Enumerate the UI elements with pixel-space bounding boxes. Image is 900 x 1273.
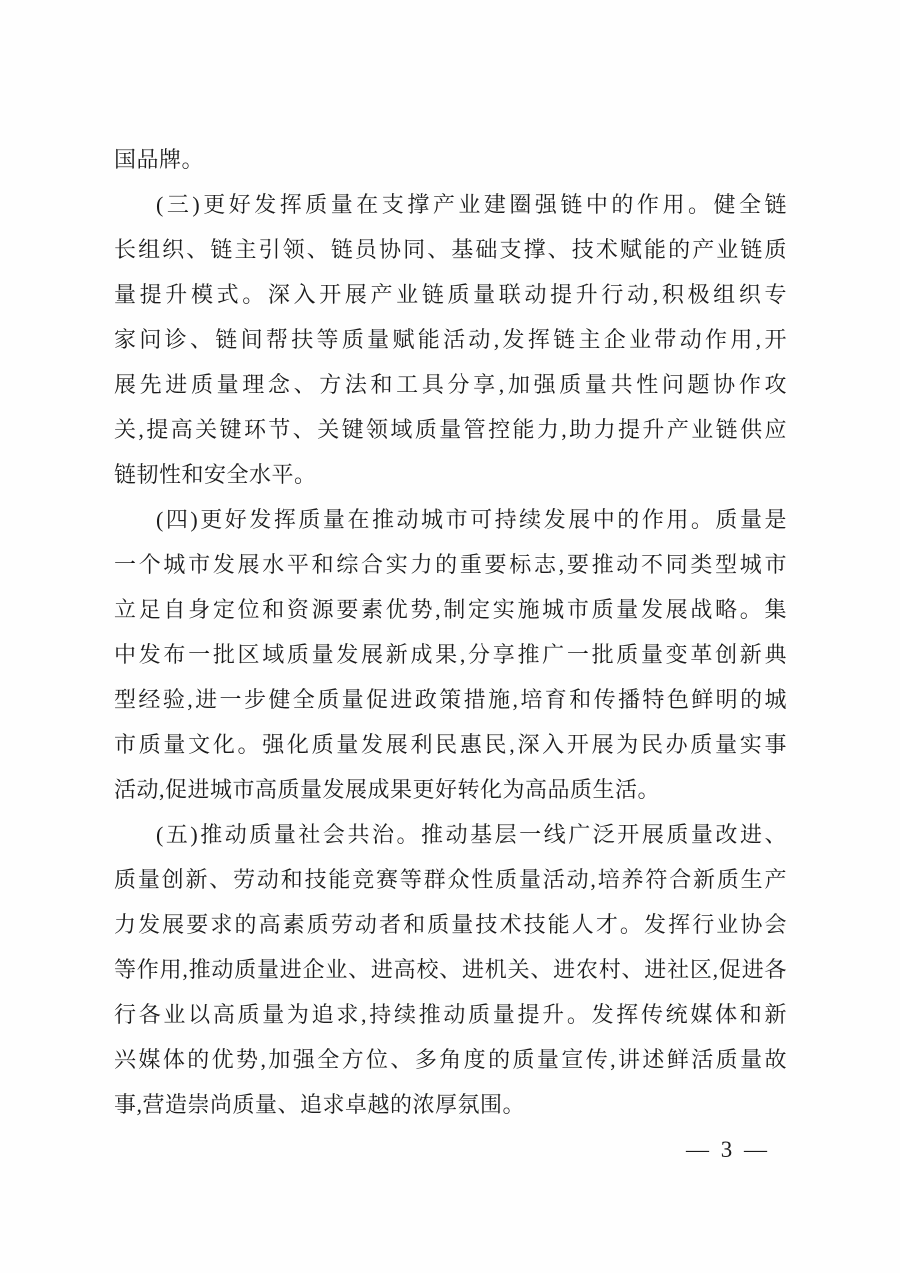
text-line: (五)推动质量社会共治。推动基层一线广泛开展质量改进、 [156, 822, 787, 847]
text-line: 质量创新、劳动和技能竞赛等群众性质量活动,培养符合新质生产 [114, 867, 787, 892]
text-line: 家问诊、链间帮扶等质量赋能活动,发挥链主企业带动作用,开 [114, 327, 787, 352]
text-line: 展先进质量理念、方法和工具分享,加强质量共性问题协作攻 [114, 372, 787, 397]
text-line: 关,提高关键环节、关键领域质量管控能力,助力提升产业链供应 [114, 417, 787, 442]
text-line: 型经验,进一步健全质量促进政策措施,培育和传播特色鲜明的城 [114, 687, 787, 712]
paragraph [114, 182, 787, 497]
text-line: 活动,促进城市高质量发展成果更好转化为高品质生活。 [114, 777, 661, 802]
text-line: 兴媒体的优势,加强全方位、多角度的质量宣传,讲述鲜活质量故 [114, 1047, 787, 1072]
text-line: 链韧性和安全水平。 [114, 462, 317, 487]
page-number: — 3 — [686, 1137, 770, 1162]
text-line: 立足自身定位和资源要素优势,制定实施城市质量发展战略。集 [114, 597, 787, 622]
text-line: 等作用,推动质量进企业、进高校、进机关、进农村、进社区,促进各 [114, 957, 787, 982]
text-line: (四)更好发挥质量在推动城市可持续发展中的作用。质量是 [156, 507, 787, 532]
text-line: (三)更好发挥质量在支撑产业建圈强链中的作用。健全链 [156, 192, 787, 217]
document-body [114, 137, 787, 1127]
text-line: 力发展要求的高素质劳动者和质量技术技能人才。发挥行业协会 [114, 912, 787, 937]
paragraph [114, 812, 787, 1127]
text-line: 量提升模式。深入开展产业链质量联动提升行动,积极组织专 [114, 282, 787, 307]
text-line: 中发布一批区域质量发展新成果,分享推广一批质量变革创新典 [114, 642, 787, 667]
text-line: 行各业以高质量为追求,持续推动质量提升。发挥传统媒体和新 [114, 1002, 787, 1027]
paragraph [114, 137, 787, 182]
text-line: 事,营造崇尚质量、追求卓越的浓厚氛围。 [114, 1092, 526, 1117]
text-line: 国品牌。 [114, 147, 205, 172]
text-line: 一个城市发展水平和综合实力的重要标志,要推动不同类型城市 [114, 552, 787, 577]
paragraph [114, 497, 787, 812]
text-line: 长组织、链主引领、链员协同、基础支撑、技术赋能的产业链质 [114, 237, 787, 262]
text-line: 市质量文化。强化质量发展利民惠民,深入开展为民办质量实事 [114, 732, 787, 757]
